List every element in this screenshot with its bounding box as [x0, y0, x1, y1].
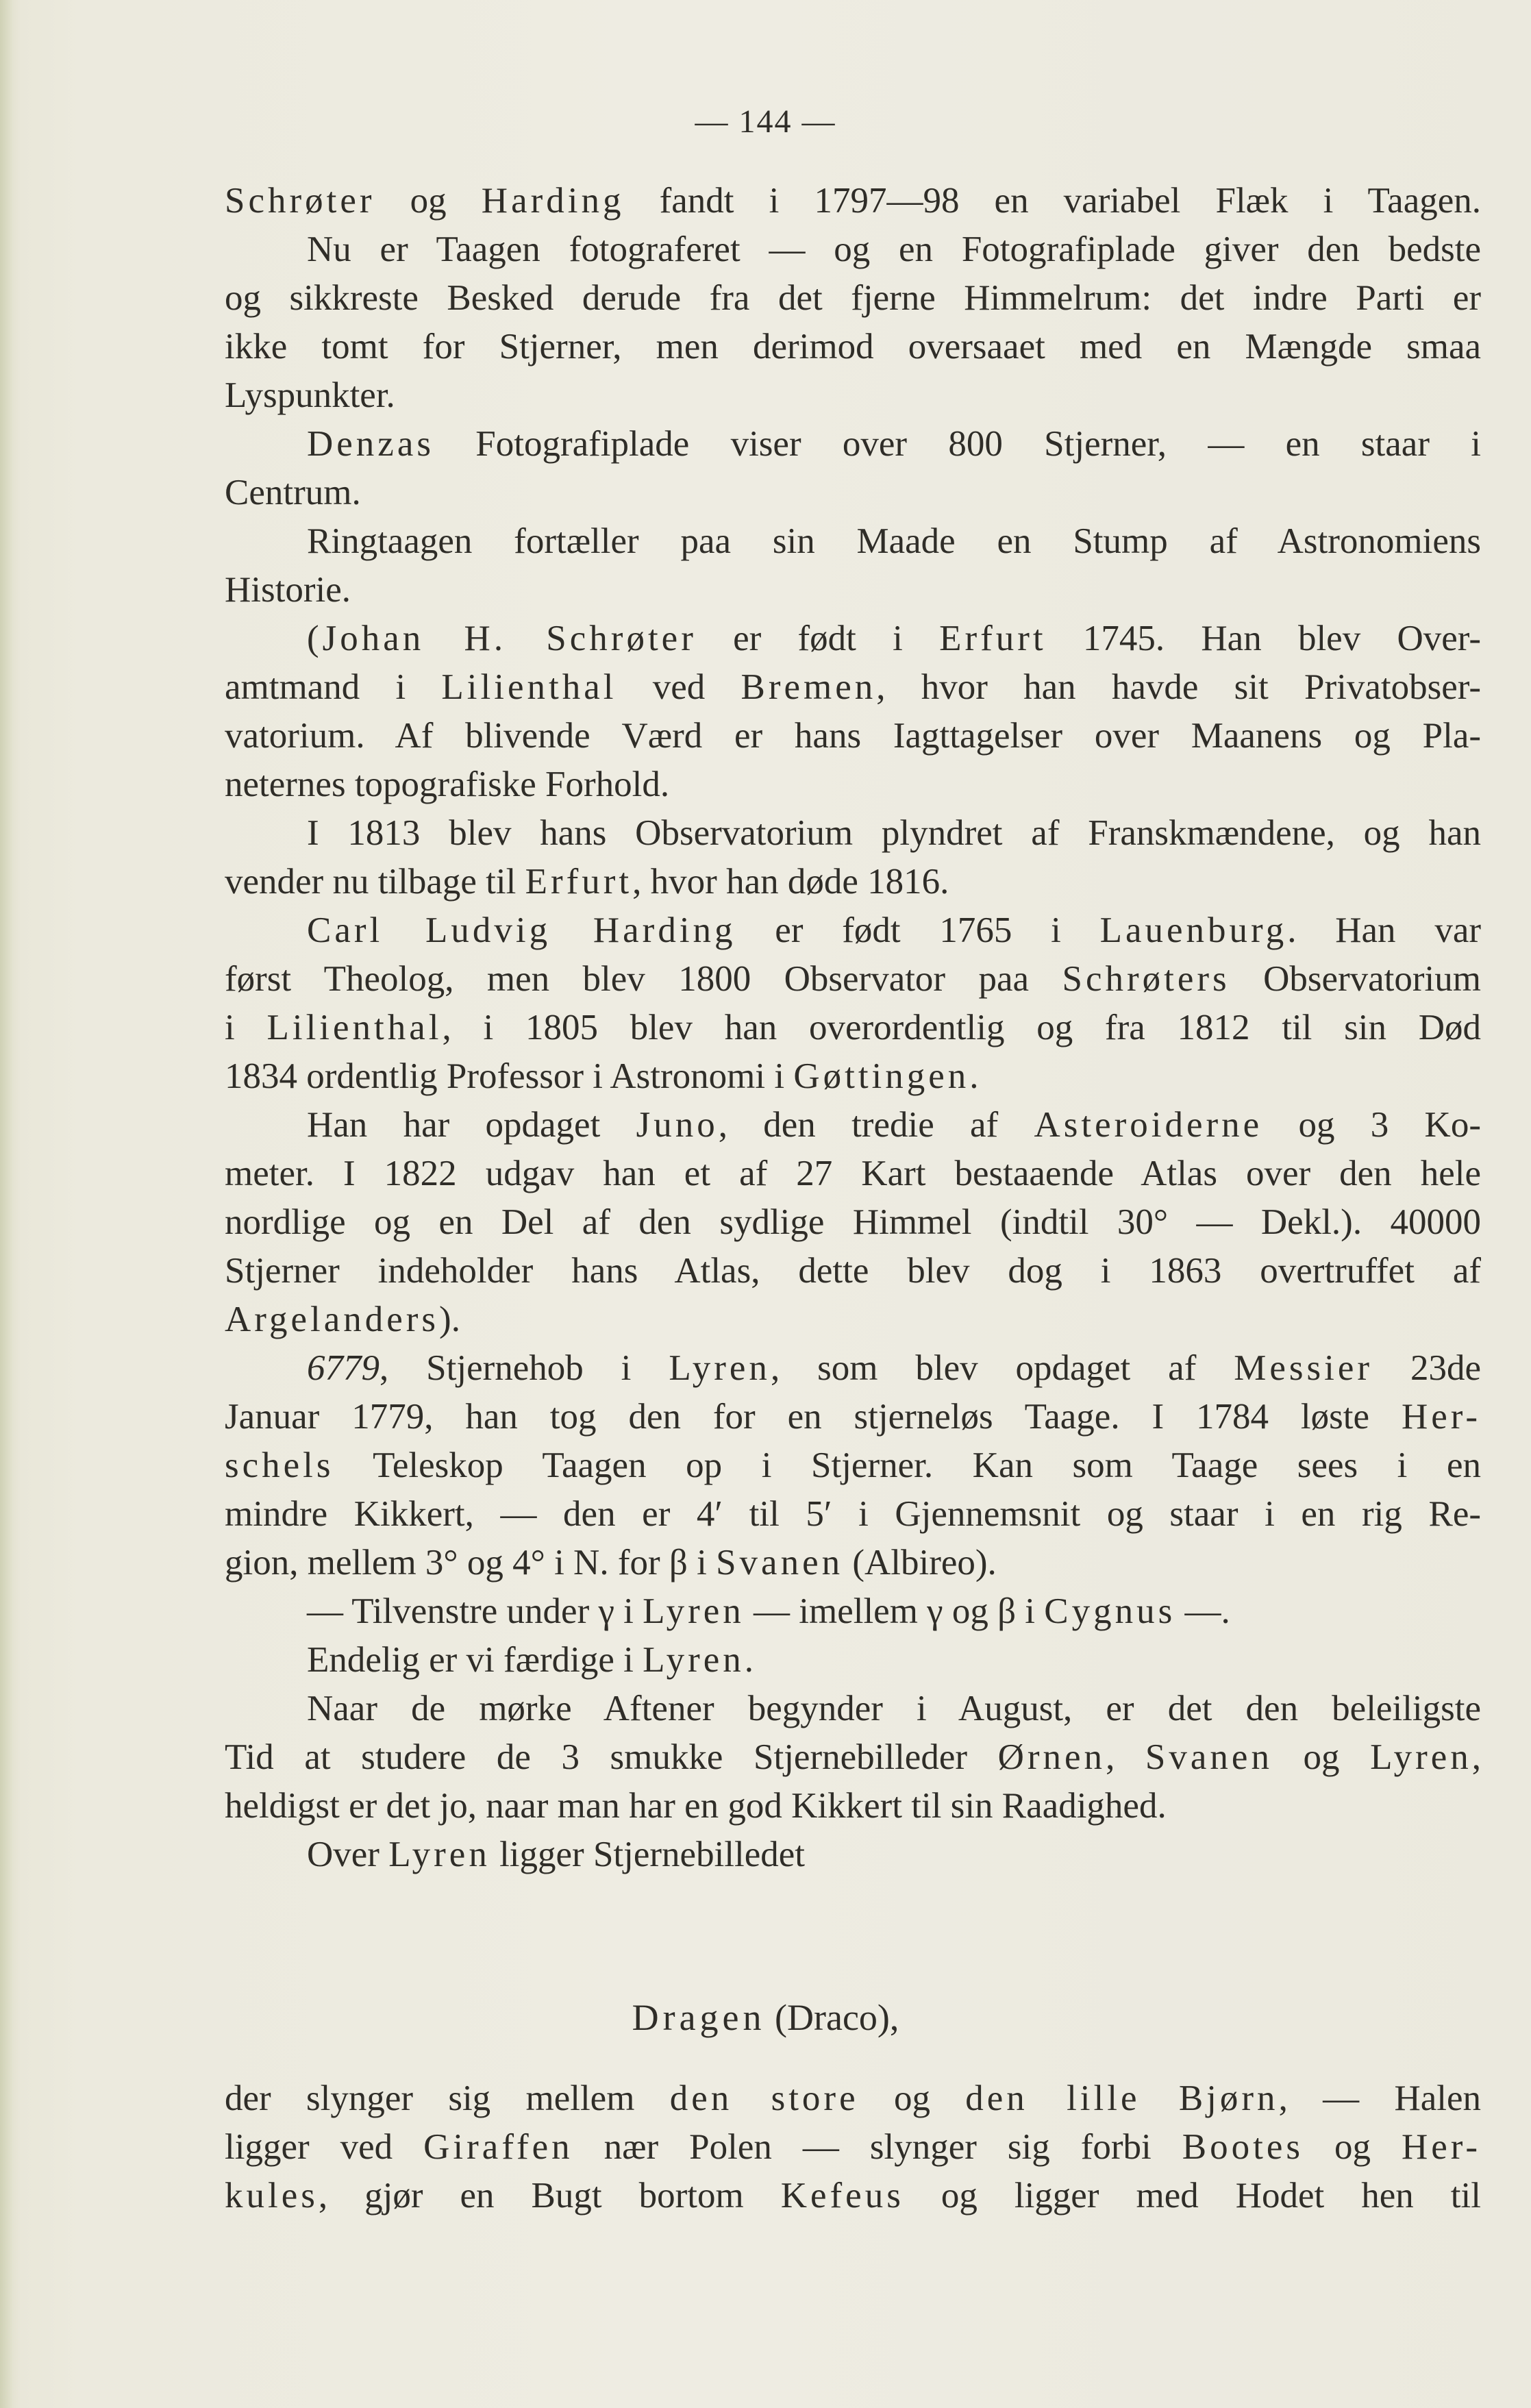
text-run: , gjør en Bugt bortom: [318, 2176, 781, 2215]
spaced-name: Her-: [1401, 1397, 1481, 1437]
text-line: [225, 1441, 1481, 1490]
spaced-name: Svanen: [1145, 1737, 1273, 1777]
text-line: [225, 906, 1481, 955]
text-run: neternes topografiske Forhold.: [225, 765, 670, 804]
text-run: Stjerner indeholder hans Atlas, dette blev dog i 1863 overtruffet af: [225, 1251, 1481, 1291]
text-run: Fotografiplade viser over 800 Stjerner, — en staar i: [434, 424, 1481, 464]
page-edge: [0, 0, 12, 2408]
text-line: [225, 1636, 1481, 1685]
text-run: mindre Kikkert, — den er 4′ til 5′ i Gjennemsnit og staar i en rig Re-: [225, 1494, 1481, 1534]
text-line: [225, 1393, 1481, 1441]
text-run: .: [969, 1056, 979, 1096]
spaced-name: den lille Bjørn: [965, 2078, 1279, 2118]
spaced-name: Messier: [1234, 1348, 1373, 1388]
text-run: 23de: [1373, 1348, 1481, 1388]
spaced-name: Erfurt: [525, 862, 633, 902]
text-line: [225, 177, 1481, 225]
text-line: [225, 1150, 1481, 1198]
text-line: [225, 1101, 1481, 1150]
text-run: gion, mellem 3° og 4° i N. for β i: [225, 1543, 717, 1582]
section-heading: [0, 1990, 1531, 2045]
text-run: nær Polen — slynger sig forbi: [573, 2127, 1182, 2167]
text-line: [225, 760, 1481, 809]
text-line: [225, 1587, 1481, 1636]
spaced-name: Kefeus: [780, 2176, 904, 2215]
spaced-name: Cygnus: [1044, 1591, 1176, 1631]
spaced-name: Lyren: [388, 1835, 490, 1874]
text-run: og 3 Ko-: [1262, 1105, 1481, 1145]
spaced-name: (Johan H. Schrøter: [307, 619, 697, 658]
text-line: [225, 2123, 1481, 2172]
text-run: ligger ved: [225, 2127, 424, 2167]
text-line: [225, 371, 1481, 420]
text-run: Han har opdaget: [307, 1105, 636, 1145]
spaced-name: Carl Ludvig Harding: [307, 910, 736, 950]
spaced-name: Bootes: [1182, 2127, 1304, 2167]
text-run: heldigst er det jo, naar man har en god Kikkert til sin Raadighed.: [225, 1786, 1167, 1826]
text-run: ikke tomt for Stjerner, men derimod oversaaet med en Mængde smaa: [225, 327, 1481, 367]
text-run: ved: [617, 667, 741, 707]
text-line: [225, 2074, 1481, 2123]
text-line: [225, 566, 1481, 615]
spaced-name: Schrøters: [1062, 959, 1230, 999]
text-run: Lyspunkter.: [225, 375, 395, 415]
spaced-name: Asteroiderne: [1034, 1105, 1263, 1145]
text-run: Ringtaagen fortæller paa sin Maade en Stump af Astronomiens: [307, 521, 1481, 561]
spaced-name: Lilienthal: [266, 1008, 443, 1047]
spaced-name: Lyren: [643, 1640, 745, 1680]
spaced-name: Svanen: [716, 1543, 844, 1582]
text-run: vender nu tilbage til: [225, 862, 525, 902]
text-run: I 1813 blev hans Observatorium plyndret af Franskmændene, og han: [307, 813, 1481, 853]
text-run: 1745. Han blev Over-: [1046, 619, 1481, 658]
text-line: [225, 274, 1481, 323]
text-run: og: [1272, 1737, 1371, 1777]
text-run: og: [858, 2078, 966, 2118]
text-line: [225, 1344, 1481, 1393]
spaced-name: Her-: [1401, 2127, 1482, 2167]
page-number: — 144 —: [695, 103, 836, 140]
spaced-name: Harding: [481, 181, 625, 221]
text-run: i: [225, 1008, 267, 1047]
text-run: Naar de mørke Aftener begynder i August, er det den beleiligste: [307, 1689, 1481, 1728]
text-run: Endelig er vi færdige i: [307, 1640, 643, 1680]
text-run: og: [1303, 2127, 1402, 2167]
spaced-name: Gøttingen: [793, 1056, 970, 1096]
text-line: [225, 1539, 1481, 1587]
text-run: Tid at studere de 3 smukke Stjernebilleder: [225, 1737, 998, 1777]
text-line: [225, 517, 1481, 566]
text-line: [225, 663, 1481, 712]
text-run: , hvor han døde 1816.: [632, 862, 949, 902]
text-line: [225, 858, 1481, 906]
spaced-name: Denzas: [307, 424, 434, 464]
text-run: ligger Stjernebilledet: [490, 1835, 806, 1874]
text-run: , den tredie af: [718, 1105, 1034, 1145]
spaced-name: Schrøter: [225, 181, 375, 221]
text-run: amtmand i: [225, 667, 442, 707]
spaced-name: Giraffen: [423, 2127, 573, 2167]
spaced-name: kules: [225, 2176, 319, 2215]
text-line: [225, 1247, 1481, 1295]
text-line: [225, 323, 1481, 371]
text-line: [225, 1004, 1481, 1052]
text-run: Centrum.: [225, 473, 361, 512]
text-line: [225, 1782, 1481, 1830]
text-run: nordlige og en Del af den sydlige Himmel (indtil 30° — Dekl.). 40000: [225, 1202, 1481, 1242]
text-line: [225, 1490, 1481, 1539]
text-run: .: [744, 1640, 754, 1680]
text-line: [225, 469, 1481, 517]
text-line: [225, 1052, 1481, 1101]
text-run: meter. I 1822 udgav han et af 27 Kart bestaaende Atlas over den hele: [225, 1154, 1481, 1193]
spaced-name: Lyren: [643, 1591, 745, 1631]
spaced-name: Lilienthal: [441, 667, 617, 707]
body-text-main: [225, 177, 1481, 1879]
text-run: Historie.: [225, 570, 351, 610]
text-run: ,: [1106, 1737, 1145, 1777]
text-run: 1834 ordentlig Professor i Astronomi i: [225, 1056, 794, 1096]
text-run: , — Halen: [1278, 2078, 1481, 2118]
spaced-name: Juno: [636, 1105, 719, 1145]
text-run: vatorium. Af blivende Værd er hans Iagttagelser over Maanens og Pla-: [225, 716, 1481, 756]
text-run: , hvor han havde sit Privatobser-: [876, 667, 1481, 707]
text-run: Observatorium: [1230, 959, 1481, 999]
spaced-name: Lyren: [1370, 1737, 1472, 1777]
text-line: [225, 955, 1481, 1004]
text-run: (Albireo).: [843, 1543, 997, 1582]
text-run: — Tilvenstre under γ i: [307, 1591, 643, 1631]
text-line: [225, 1685, 1481, 1733]
spaced-name: Erfurt: [939, 619, 1047, 658]
text-line: [225, 1733, 1481, 1782]
text-run: og: [375, 181, 482, 221]
text-run: ).: [439, 1300, 460, 1339]
text-run: der slynger sig mellem: [225, 2078, 670, 2118]
text-run: Januar 1779, han tog den for en stjerneløs Taage. I 1784 løste: [225, 1397, 1402, 1437]
text-line: [225, 225, 1481, 274]
text-line: [225, 1295, 1481, 1344]
spaced-name: Ørnen: [997, 1737, 1106, 1777]
text-run: Over: [307, 1835, 389, 1874]
text-run: er født 1765 i: [736, 910, 1100, 950]
text-run: er født i: [696, 619, 940, 658]
spaced-name: Argelanders: [225, 1300, 440, 1339]
text-line: [225, 615, 1481, 663]
text-line: [225, 2172, 1481, 2220]
text-run: , Stjernehob i: [379, 1348, 669, 1388]
text-run: og sikkreste Besked derude fra det fjerne Himmelrum: det indre Parti er: [225, 278, 1481, 318]
text-run: . Han var: [1287, 910, 1481, 950]
text-run: og ligger med Hodet hen til: [904, 2176, 1481, 2215]
text-run: fandt i 1797—98 en variabel Flæk i Taagen.: [624, 181, 1482, 221]
text-line: [225, 1830, 1481, 1879]
spaced-name: Bremen: [740, 667, 877, 707]
text-line: [225, 420, 1481, 469]
text-line: [225, 1198, 1481, 1247]
section-heading-latin: (Draco),: [765, 1997, 899, 2038]
text-run: — imellem γ og β i: [744, 1591, 1045, 1631]
text-run: —.: [1175, 1591, 1230, 1631]
text-run: ,: [1471, 1737, 1482, 1777]
text-line: [225, 809, 1481, 858]
spaced-name: Lyren: [669, 1348, 771, 1388]
text-run: først Theolog, men blev 1800 Observator paa: [225, 959, 1062, 999]
text-run: , som blev opdaget af: [770, 1348, 1234, 1388]
text-run: Teleskop Taagen op i Stjerner. Kan som Taage sees i en: [334, 1445, 1481, 1485]
body-text-continued: [225, 2074, 1481, 2220]
text-run: Nu er Taagen fotograferet — og en Fotografiplade giver den bedste: [307, 229, 1481, 269]
section-heading-name: Dragen: [632, 1997, 766, 2038]
text-run: , i 1805 blev han overordentlig og fra 1812 til sin Død: [442, 1008, 1481, 1047]
catalog-number: 6779: [307, 1348, 379, 1388]
spaced-name: Lauenburg: [1099, 910, 1288, 950]
text-line: [225, 712, 1481, 760]
spaced-name: schels: [225, 1445, 334, 1485]
spaced-name: den store: [669, 2078, 859, 2118]
